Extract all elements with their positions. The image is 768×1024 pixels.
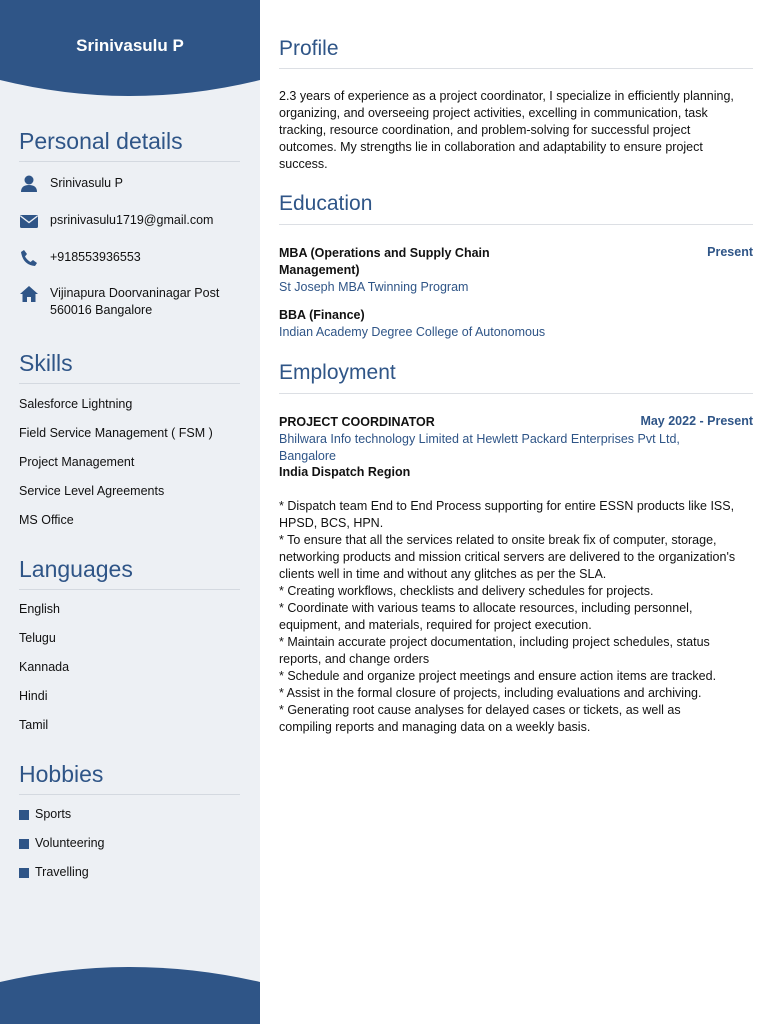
contact-text xyxy=(50,285,250,319)
language-item: Kannada xyxy=(19,660,70,674)
languages-title: Languages xyxy=(19,556,133,582)
education-date: Present xyxy=(707,245,753,259)
divider xyxy=(19,383,240,384)
divider xyxy=(279,68,753,69)
hobby-label: Volunteering xyxy=(35,836,105,850)
job-company xyxy=(279,431,755,465)
language-item: Hindi xyxy=(19,689,48,703)
job-line: * Dispatch team End to End Process supporting for entire ESSN products like ISS, xyxy=(279,499,735,513)
divider xyxy=(279,393,753,394)
job-line: compiling reports and managing data on a weekly basis. xyxy=(279,720,591,734)
profile-line: success. xyxy=(279,157,328,171)
bullet-square-icon xyxy=(19,810,29,820)
education-school: St Joseph MBA Twinning Program xyxy=(279,280,469,294)
contact-text: Srinivasulu P xyxy=(50,176,123,190)
job-title: PROJECT COORDINATOR xyxy=(279,415,435,429)
job-line: HPSD, BCS, HPN. xyxy=(279,516,384,530)
home-icon xyxy=(19,285,39,303)
hobby-label: Travelling xyxy=(35,865,89,879)
job-region: India Dispatch Region xyxy=(279,465,411,479)
profile-line: 2.3 years of experience as a project coordinator, I specialize in efficiently planning, xyxy=(279,89,734,103)
job-line: networking products and mission critical servers are delivered to the organization's xyxy=(279,550,736,564)
job-line: * Assist in the formal closure of projects, including evaluations and archiving. xyxy=(279,686,702,700)
phone-icon xyxy=(19,249,39,267)
divider xyxy=(19,589,240,590)
profile-line: tracking, resource coordination, and problem-solving for successful project xyxy=(279,123,691,137)
contact-text: +918553936553 xyxy=(50,250,141,264)
contact-text: psrinivasulu1719@gmail.com xyxy=(50,213,214,227)
skill-item: Salesforce Lightning xyxy=(19,397,133,411)
job-line: equipment, and materials, required for project execution. xyxy=(279,618,592,632)
job-date: May 2022 - Present xyxy=(640,414,753,428)
divider xyxy=(279,224,753,225)
job-line: * Generating root cause analyses for delayed cases or tickets, as well as xyxy=(279,703,681,717)
skill-item: Service Level Agreements xyxy=(19,484,165,498)
job-description xyxy=(279,498,755,736)
bullet-square-icon xyxy=(19,839,29,849)
sidebar-name: Srinivasulu P xyxy=(76,36,184,55)
skills-title: Skills xyxy=(19,350,73,376)
profile-line: outcomes. My strengths lie in collaboration and adaptability to ensure project xyxy=(279,140,703,154)
personal-details-title: Personal details xyxy=(19,128,183,154)
job-line: * To ensure that all the services related to onsite break fix of computer, storage, xyxy=(279,533,717,547)
skill-item: Field Service Management ( FSM ) xyxy=(19,426,213,440)
company-line: Bhilwara Info technology Limited at Hewlett Packard Enterprises Pvt Ltd, xyxy=(279,432,680,446)
job-line: * Schedule and organize project meetings and ensure action items are tracked. xyxy=(279,669,717,683)
job-line: clients well in time and without any glitches as per the SLA. xyxy=(279,567,607,581)
job-line: * Creating workflows, checklists and delivery schedules for projects. xyxy=(279,584,654,598)
skill-item: Project Management xyxy=(19,455,135,469)
skill-item: MS Office xyxy=(19,513,74,527)
education-title: Education xyxy=(279,192,373,215)
bullet-square-icon xyxy=(19,868,29,878)
job-line: * Maintain accurate project documentation, including project schedules, status xyxy=(279,635,710,649)
company-line: Bangalore xyxy=(279,449,336,463)
profile-summary xyxy=(279,88,755,173)
job-line: reports, and change orders xyxy=(279,652,430,666)
envelope-icon xyxy=(19,212,39,230)
address-line: Vijinapura Doorvaninagar Post xyxy=(50,286,220,300)
address-line: 560016 Bangalore xyxy=(50,303,153,317)
education-degree xyxy=(279,245,539,279)
employment-title: Employment xyxy=(279,361,396,384)
sidebar xyxy=(0,0,260,1024)
degree-line: MBA (Operations and Supply Chain xyxy=(279,246,490,260)
job-line: * Coordinate with various teams to allocate resources, including personnel, xyxy=(279,601,693,615)
divider xyxy=(19,794,240,795)
profile-title: Profile xyxy=(279,37,339,60)
education-degree: BBA (Finance) xyxy=(279,308,365,322)
education-school: Indian Academy Degree College of Autonomous xyxy=(279,325,546,339)
hobby-label: Sports xyxy=(35,807,72,821)
degree-line: Management) xyxy=(279,263,360,277)
language-item: Tamil xyxy=(19,718,49,732)
sidebar-footer-shape xyxy=(0,960,260,1024)
divider xyxy=(19,161,240,162)
profile-line: organizing, and overseeing project activities, excelling in communication, task xyxy=(279,106,708,120)
language-item: Telugu xyxy=(19,631,56,645)
language-item: English xyxy=(19,602,60,616)
person-icon xyxy=(19,175,39,193)
hobbies-title: Hobbies xyxy=(19,761,104,787)
